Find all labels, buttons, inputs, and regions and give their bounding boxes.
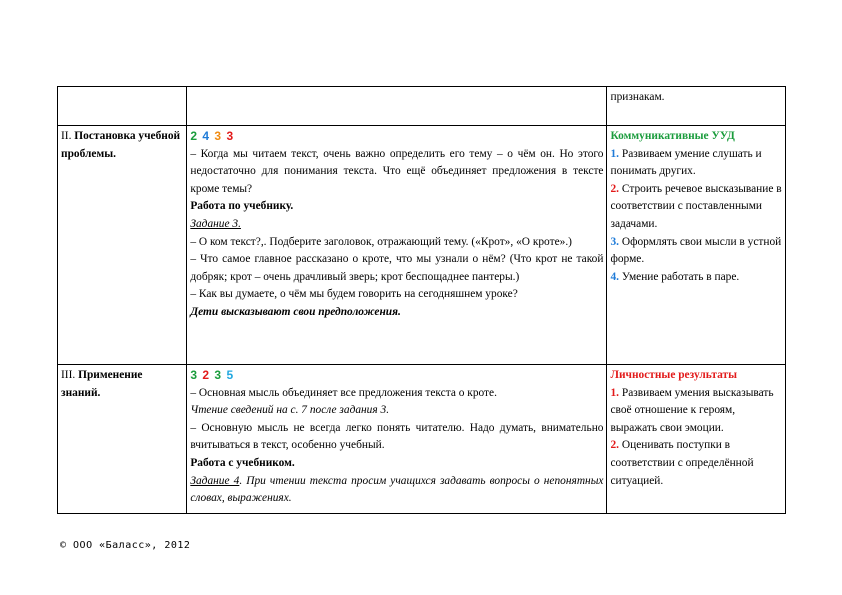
- uud-item-text: Строить речевое высказывание в соответствии с поставленными задачами.: [610, 182, 782, 230]
- uud-cell: [607, 87, 786, 126]
- stage-cell: [58, 87, 187, 126]
- stage-number: II.: [61, 130, 72, 142]
- uud-cell: [607, 365, 786, 514]
- task-mark: 3: [214, 368, 223, 382]
- lesson-line: – Когда мы читаем текст, очень важно определить его тему – о чём он. Но этого недостаточно для понимания текста. Что ещё объединяет предложения в тексте кроме темы?: [190, 147, 604, 195]
- uud-item: [610, 385, 782, 438]
- uud-item-number: 3.: [610, 235, 620, 248]
- task-mark: 3: [190, 368, 199, 382]
- uud-cell: [607, 126, 786, 365]
- uud-item: [610, 146, 782, 181]
- task-4-text: . При чтении текста просим учащихся задавать вопросы о непонятных словах, выражениях.: [190, 474, 604, 505]
- task-4-line: [190, 473, 603, 508]
- lesson-line: – Что самое главное рассказано о кроте, что мы узнали о нём? (Что крот не такой добряк; крот – очень драчливый зверь; крот беспощаднее пантеры.): [190, 253, 604, 283]
- lesson-line: Работа с учебником.: [190, 456, 295, 469]
- uud-list: [610, 146, 782, 287]
- uud-item: [610, 181, 782, 234]
- task-mark: 3: [214, 129, 223, 143]
- lesson-table: [57, 86, 786, 514]
- table-row: [58, 87, 786, 126]
- task-mark: 5: [226, 368, 235, 382]
- stage-cell: [58, 126, 187, 365]
- task-mark: 2: [202, 368, 211, 382]
- lesson-line: – О ком текст?,. Подберите заголовок, отражающий тему. («Крот», «О кроте».): [190, 235, 572, 248]
- task-mark: 3: [226, 129, 235, 143]
- uud-item-text: Умение работать в паре.: [619, 270, 740, 283]
- uud-item: [610, 437, 782, 490]
- lesson-text: [190, 146, 603, 322]
- task-4-label: Задание 4: [190, 474, 240, 487]
- uud-item: [610, 234, 782, 269]
- task-marks: [190, 128, 603, 146]
- stage-title: Применение знаний.: [61, 369, 143, 399]
- uud-heading: Коммуникативные УУД: [610, 130, 735, 142]
- table-row: [58, 126, 786, 365]
- copyright-footer: © ООО «Баласс», 2012: [60, 540, 191, 551]
- uud-item-text: Оценивать поступки в соответствии с определённой ситуацией.: [610, 439, 754, 487]
- uud-item-text: Развиваем умения высказывать своё отношение к героям, выражать свои эмоции.: [610, 386, 774, 434]
- stage-cell: [58, 365, 187, 514]
- uud-text: признакам.: [610, 91, 665, 103]
- table-row: [58, 365, 786, 514]
- task-marks: [190, 367, 603, 385]
- stage-title: Постановка учебной проблемы.: [61, 130, 181, 160]
- task-mark: 4: [202, 129, 211, 143]
- lesson-line: Работа по учебнику.: [190, 200, 294, 213]
- uud-list: [610, 385, 782, 491]
- uud-item-text: Оформлять свои мысли в устной форме.: [610, 235, 782, 266]
- uud-item-number: 2.: [610, 439, 620, 452]
- lesson-text: [190, 385, 603, 473]
- uud-item-number: 1.: [610, 147, 620, 160]
- lesson-line: Задание 3.: [190, 217, 241, 230]
- uud-item-number: 2.: [610, 182, 620, 195]
- uud-item-number: 4.: [610, 270, 620, 283]
- lesson-line: Чтение сведений на с. 7 после задания 3.: [190, 404, 390, 417]
- content-cell: [187, 87, 607, 126]
- lesson-line: – Основная мысль объединяет все предложения текста о кроте.: [190, 386, 497, 399]
- task-mark: 2: [190, 129, 199, 143]
- lesson-line: – Как вы думаете, о чём мы будем говорить на сегодняшнем уроке?: [190, 288, 518, 301]
- uud-item-text: Развиваем умение слушать и понимать других.: [610, 147, 762, 178]
- content-cell: [187, 126, 607, 365]
- lesson-line: Дети высказывают свои предположения.: [190, 305, 401, 318]
- lesson-line: – Основную мысль не всегда легко понять читателю. Надо думать, внимательно вчитываться в текст, особенно учебный.: [190, 421, 604, 452]
- stage-number: III.: [61, 369, 76, 381]
- uud-item: [610, 269, 782, 287]
- uud-heading: Личностные результаты: [610, 369, 737, 381]
- uud-item-number: 1.: [610, 386, 620, 399]
- content-cell: [187, 365, 607, 514]
